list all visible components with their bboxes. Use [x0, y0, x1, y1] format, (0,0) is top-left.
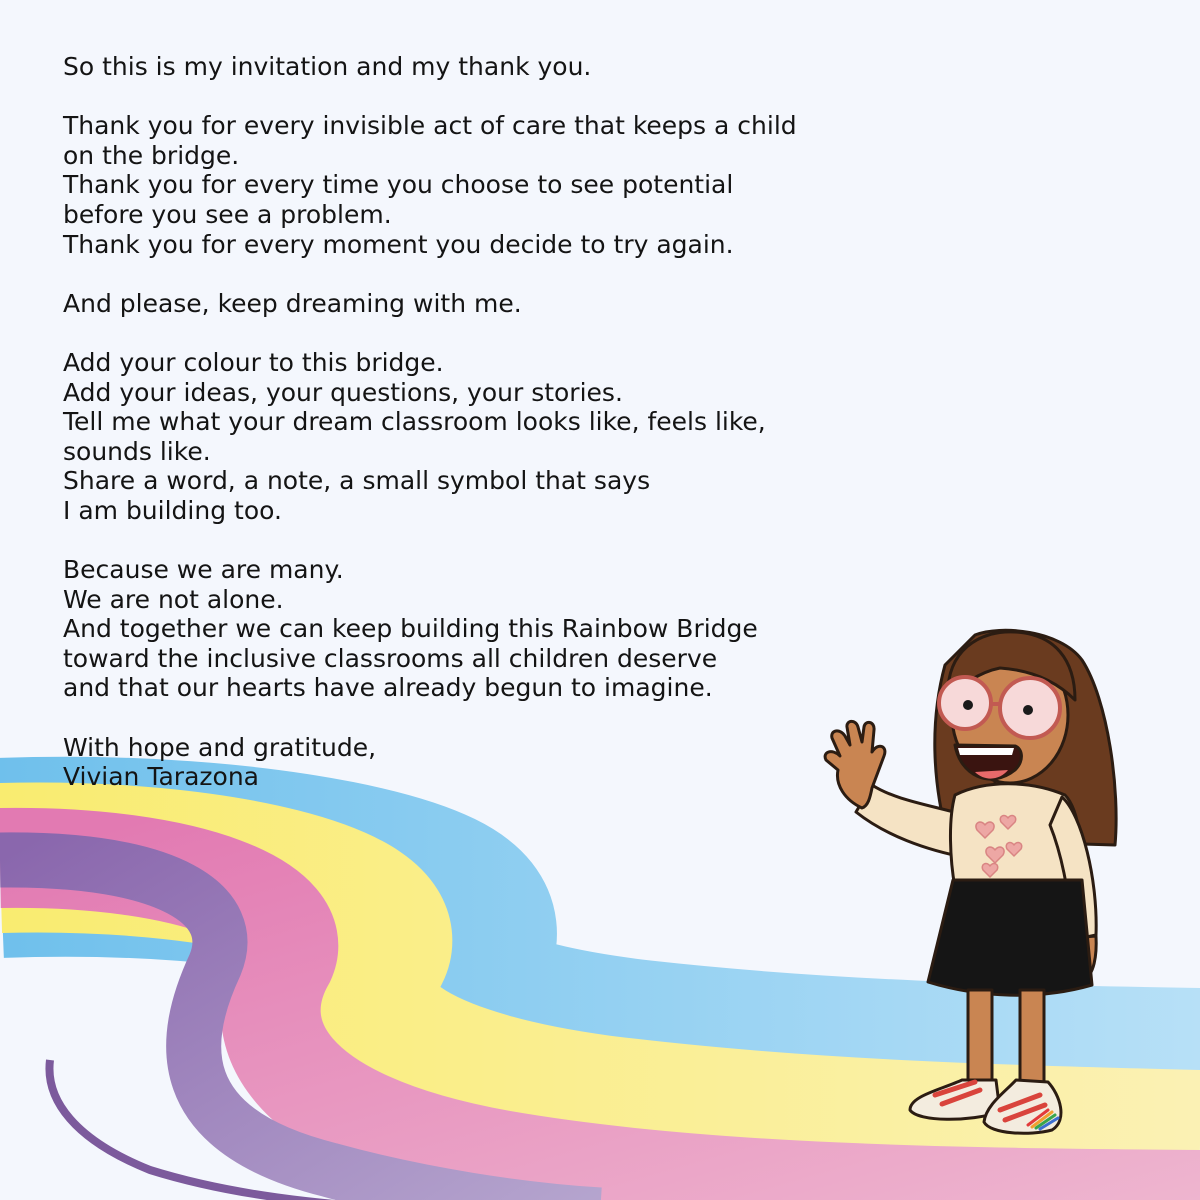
paragraph-gap: [63, 82, 823, 112]
letter-line: We are not alone.: [63, 584, 284, 614]
paragraph-gap: [63, 703, 823, 733]
right-leg: [1020, 990, 1044, 1088]
letter-line: Tell me what your dream classroom looks like, feels like,: [63, 407, 766, 437]
letter-line: And together we can keep building this Rainbow Bridge: [63, 614, 758, 644]
skirt: [928, 880, 1092, 995]
letter-text: [63, 52, 823, 792]
letter-line: So this is my invitation and my thank you.: [63, 52, 592, 81]
letter-line: toward the inclusive classrooms all children deserve: [63, 643, 718, 673]
paragraph-gap: [63, 526, 823, 556]
letter-line: And please, keep dreaming with me.: [63, 288, 522, 318]
paragraph-gap: [63, 318, 823, 348]
letter-line: and that our hearts have already begun to imagine.: [63, 673, 713, 703]
letter-line: Add your colour to this bridge.: [63, 347, 444, 377]
letter-line: on the bridge.: [63, 140, 240, 170]
letter-line: Because we are many.: [63, 555, 344, 585]
letter-line: Add your ideas, your questions, your stories.: [63, 377, 623, 407]
letter-line: Vivian Tarazona: [63, 762, 259, 792]
letter-line: before you see a problem.: [63, 199, 392, 229]
letter-line: Thank you for every invisible act of care that keeps a child: [63, 111, 797, 141]
letter-line: sounds like.: [63, 436, 211, 466]
letter-line: With hope and gratitude,: [63, 732, 377, 762]
letter-line: Thank you for every time you choose to see potential: [63, 170, 734, 200]
teeth: [958, 748, 1014, 755]
paragraph-gap: [63, 259, 823, 289]
letter-line: I am building too.: [63, 495, 282, 525]
letter-line: Thank you for every moment you decide to try again.: [63, 229, 734, 259]
left-leg: [968, 990, 992, 1090]
letter-line: Share a word, a note, a small symbol that says: [63, 466, 651, 496]
